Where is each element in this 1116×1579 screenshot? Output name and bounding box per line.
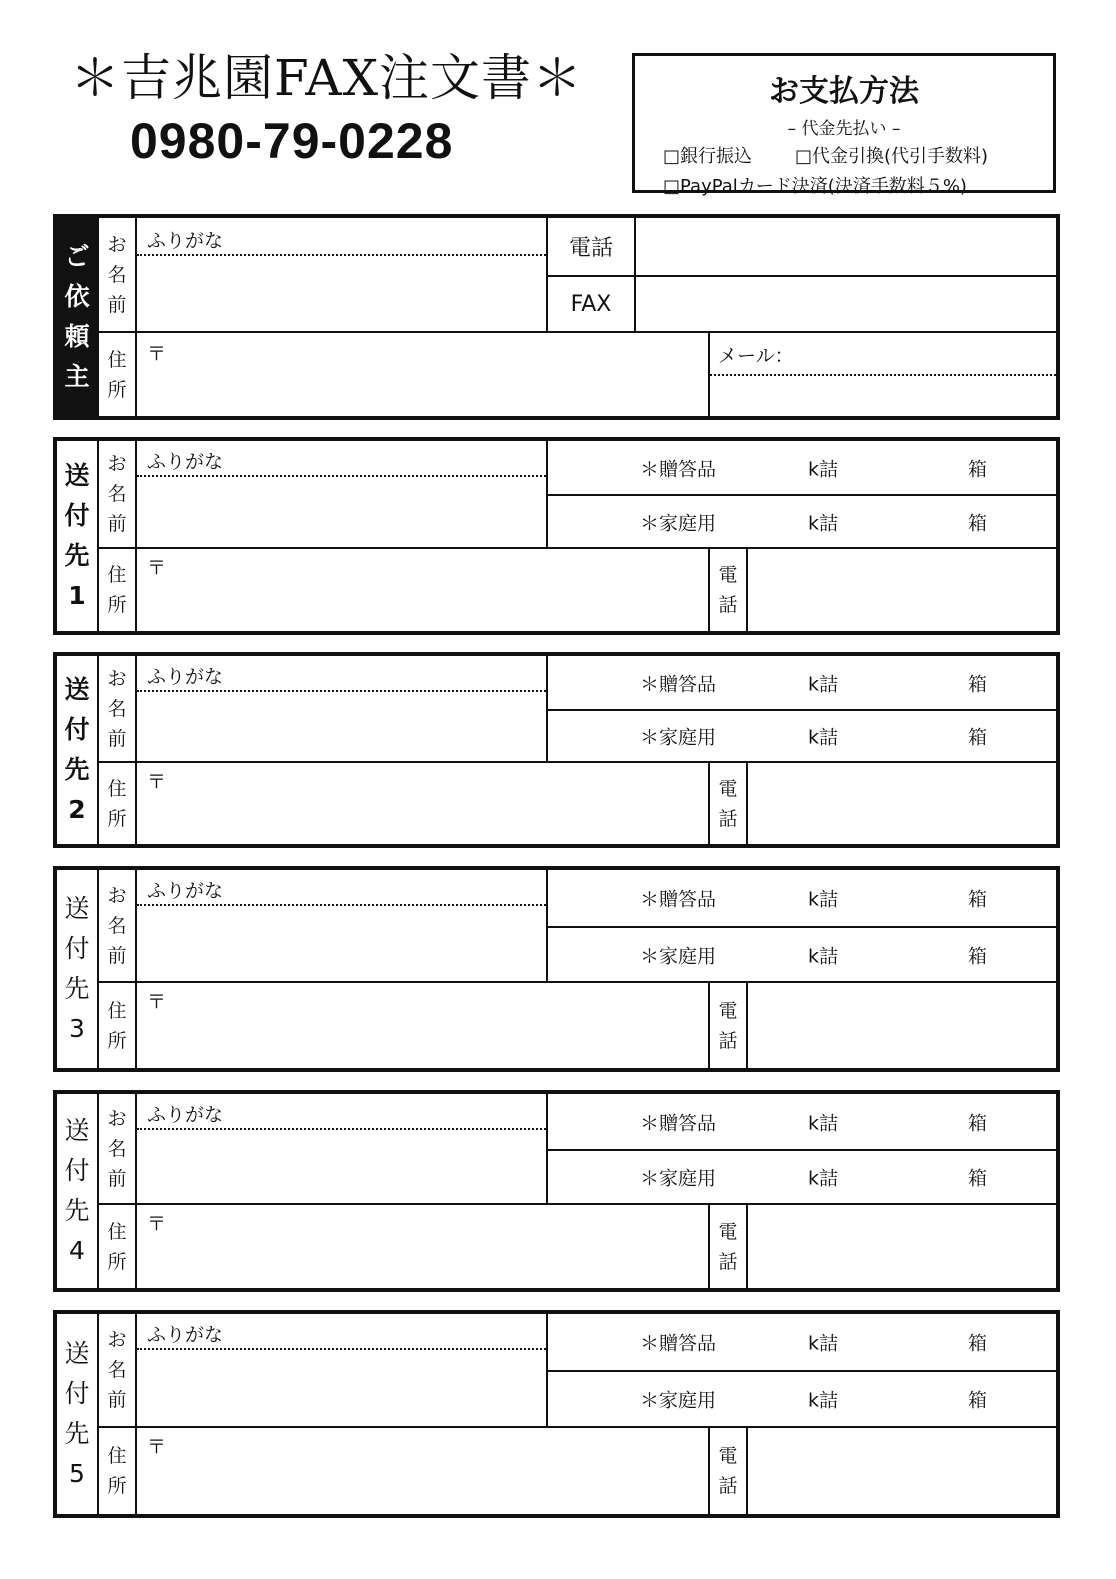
furigana-label: ふりがな: [147, 1324, 224, 1346]
recipient-address-label: 住 所: [97, 1426, 135, 1514]
order-unit-label: k詰: [808, 512, 839, 534]
fax-label: FAX: [546, 275, 634, 331]
order-item-label: ＊贈答品: [640, 458, 717, 480]
furigana-label: ふりがな: [147, 230, 224, 252]
postal-mark: 〒: [147, 991, 167, 1013]
payment-option-paypal[interactable]: □PayPalカード決済(決済手数料５%): [663, 176, 967, 197]
furigana-divider: [137, 1128, 546, 1130]
recipient-side-label: 送 付 先 2: [64, 675, 90, 824]
recipient-address-field[interactable]: [135, 1203, 708, 1288]
recipient-address-field[interactable]: [135, 547, 708, 631]
order-unit-label: k詰: [808, 673, 839, 695]
recipient-tel-label: 電 話: [708, 547, 746, 631]
recipient-side-label: 送 付 先 4: [64, 1116, 90, 1265]
recipient-name-label: お 名 前: [97, 870, 135, 981]
order-item-label: ＊家庭用: [640, 726, 717, 749]
postal-mark: 〒: [147, 771, 167, 793]
order-row-home-use[interactable]: [546, 1370, 1056, 1426]
order-item-label: ＊家庭用: [640, 512, 717, 534]
order-row-gift[interactable]: [546, 1094, 1056, 1149]
furigana-divider: [137, 254, 546, 256]
postal-mark: 〒: [147, 343, 167, 365]
recipient-address-label: 住 所: [97, 981, 135, 1068]
recipient-tel-field[interactable]: [746, 547, 1056, 631]
order-unit-label: k詰: [808, 458, 839, 480]
tel-label: 電話: [546, 218, 634, 275]
requester-name-field[interactable]: [135, 218, 546, 331]
recipient-name-label: お 名 前: [97, 441, 135, 547]
recipient-tel-field[interactable]: [746, 1203, 1056, 1288]
recipient-tel-label: 電 話: [708, 761, 746, 844]
requester-section: [53, 214, 1060, 420]
order-row-home-use[interactable]: [546, 926, 1056, 981]
payment-option-bank-transfer[interactable]: □銀行振込: [663, 146, 753, 167]
recipient-name-field[interactable]: [135, 656, 546, 761]
recipient-address-field[interactable]: [135, 981, 708, 1068]
form-title: ＊吉兆園FAX注文書＊: [70, 49, 584, 107]
order-unit-label: k詰: [808, 726, 839, 749]
mail-label: メール：: [718, 345, 794, 367]
postal-mark: 〒: [147, 1436, 167, 1458]
payment-method-box: [632, 53, 1056, 197]
order-item-label: ＊家庭用: [640, 945, 717, 967]
postal-mark: 〒: [147, 1213, 167, 1235]
furigana-label: ふりがな: [147, 1104, 224, 1126]
order-unit-label: k詰: [808, 1167, 839, 1190]
payment-subheading: – 代金先払い –: [787, 119, 901, 139]
order-item-label: ＊家庭用: [640, 1389, 717, 1412]
recipient-tel-label: 電 話: [708, 1203, 746, 1288]
recipient-name-field[interactable]: [135, 870, 546, 981]
postal-mark: 〒: [147, 557, 167, 579]
requester-name-label: お 名 前: [97, 218, 135, 331]
furigana-label: ふりがな: [147, 880, 224, 902]
recipient-name-label: お 名 前: [97, 656, 135, 761]
mail-field[interactable]: [708, 331, 1056, 416]
order-item-label: ＊贈答品: [640, 673, 717, 695]
order-box-label: 箱: [968, 1167, 988, 1190]
order-row-gift[interactable]: [546, 656, 1056, 709]
recipient-section-3: [53, 866, 1060, 1072]
recipient-section-4: [53, 1090, 1060, 1292]
fax-field[interactable]: [634, 275, 1056, 331]
order-row-gift[interactable]: [546, 1314, 1056, 1370]
recipient-name-label: お 名 前: [97, 1094, 135, 1203]
order-box-label: 箱: [968, 726, 988, 749]
order-box-label: 箱: [968, 1389, 988, 1412]
recipient-address-field[interactable]: [135, 1426, 708, 1514]
order-item-label: ＊贈答品: [640, 1112, 717, 1134]
order-item-label: ＊家庭用: [640, 1167, 717, 1190]
order-row-home-use[interactable]: [546, 494, 1056, 547]
order-box-label: 箱: [968, 888, 988, 911]
recipient-section-1: [53, 437, 1060, 635]
order-unit-label: k詰: [808, 1112, 839, 1134]
requester-address-label: 住 所: [97, 331, 135, 416]
order-row-gift[interactable]: [546, 441, 1056, 494]
furigana-divider: [137, 690, 546, 692]
order-box-label: 箱: [968, 458, 988, 480]
furigana-divider: [137, 1348, 546, 1350]
tel-field[interactable]: [634, 218, 1056, 275]
recipient-address-label: 住 所: [97, 547, 135, 631]
order-row-home-use[interactable]: [546, 1149, 1056, 1203]
order-box-label: 箱: [968, 945, 988, 967]
requester-side-label: ご 依 頼 主: [57, 218, 97, 416]
recipient-tel-label: 電 話: [708, 1426, 746, 1514]
requester-address-field[interactable]: [135, 331, 708, 416]
recipient-tel-field[interactable]: [746, 761, 1056, 844]
order-box-label: 箱: [968, 1112, 988, 1134]
furigana-divider: [137, 904, 546, 906]
payment-option-cash-on-delivery[interactable]: □代金引換(代引手数料): [795, 146, 989, 167]
mail-divider: [710, 374, 1056, 376]
order-row-home-use[interactable]: [546, 709, 1056, 761]
recipient-name-field[interactable]: [135, 1314, 546, 1426]
furigana-divider: [137, 475, 546, 477]
recipient-side-label: 送 付 先 3: [64, 894, 90, 1043]
order-unit-label: k詰: [808, 1389, 839, 1412]
order-row-gift[interactable]: [546, 870, 1056, 926]
recipient-tel-field[interactable]: [746, 1426, 1056, 1514]
furigana-label: ふりがな: [147, 451, 224, 473]
recipient-address-label: 住 所: [97, 1203, 135, 1288]
recipient-side-label: 送 付 先 1: [64, 461, 90, 610]
payment-heading: お支払方法: [769, 74, 919, 109]
recipient-name-field[interactable]: [135, 441, 546, 547]
furigana-label: ふりがな: [147, 666, 224, 688]
recipient-tel-label: 電 話: [708, 981, 746, 1068]
recipient-section-2: [53, 652, 1060, 848]
fax-number: 0980-79-0228: [130, 113, 454, 169]
order-item-label: ＊贈答品: [640, 1332, 717, 1355]
order-box-label: 箱: [968, 1332, 988, 1355]
recipient-section-5: [53, 1310, 1060, 1518]
recipient-tel-field[interactable]: [746, 981, 1056, 1068]
recipient-address-label: 住 所: [97, 761, 135, 844]
order-unit-label: k詰: [808, 888, 839, 911]
order-item-label: ＊贈答品: [640, 888, 717, 911]
order-box-label: 箱: [968, 512, 988, 534]
recipient-address-field[interactable]: [135, 761, 708, 844]
recipient-side-label: 送 付 先 5: [64, 1339, 90, 1488]
recipient-name-label: お 名 前: [97, 1314, 135, 1426]
order-unit-label: k詰: [808, 945, 839, 967]
order-box-label: 箱: [968, 673, 988, 695]
recipient-name-field[interactable]: [135, 1094, 546, 1203]
order-unit-label: k詰: [808, 1332, 839, 1355]
